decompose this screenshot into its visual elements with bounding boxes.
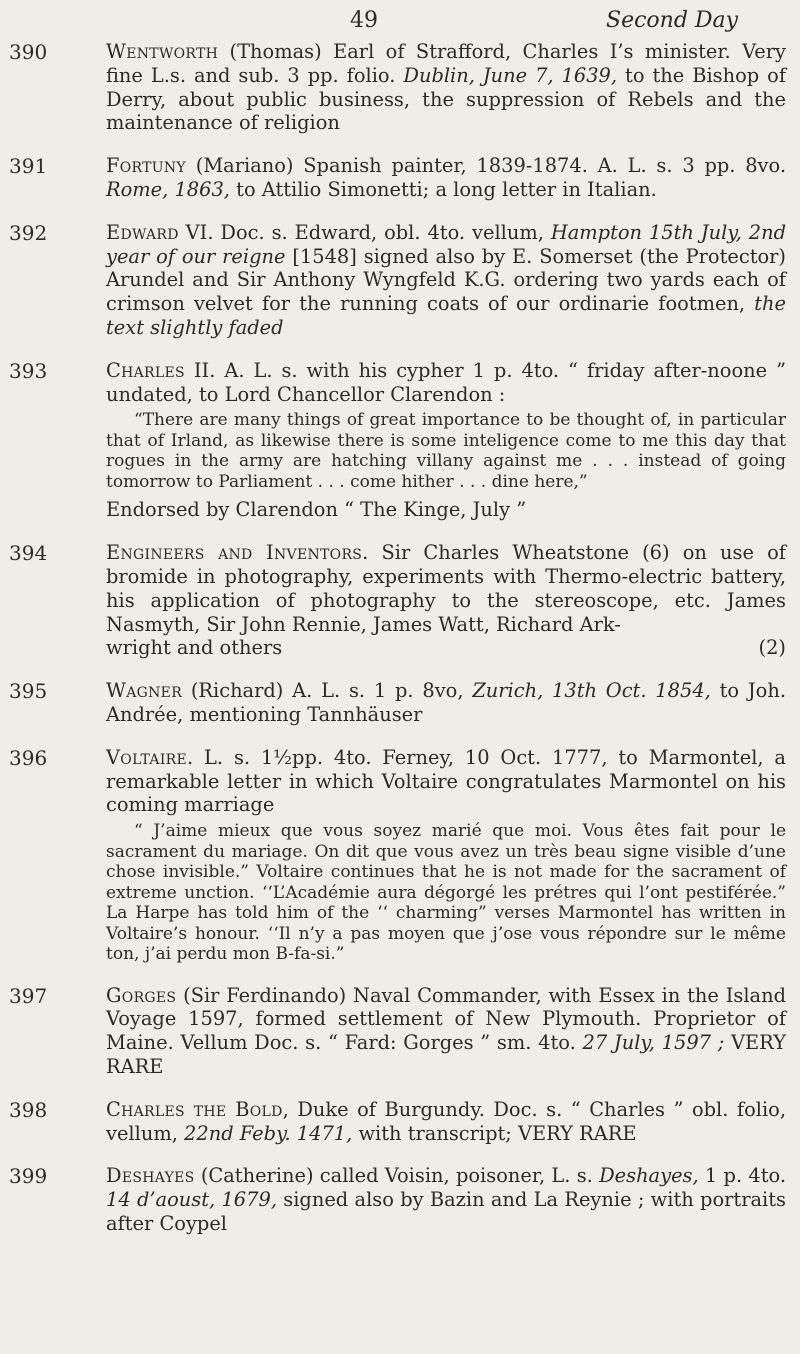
lot-last-line: wright and others (2) [106,636,786,660]
lot-description: Wagner (Richard) A. L. s. 1 p. 8vo, Zurich, 13th Oct. 1854, to Joh. Andrée, mentioning Tannhäuser [106,679,786,726]
lot-entry [0,746,800,965]
lot-name: Wagner [106,679,183,703]
lot-number: 396 [9,745,48,770]
lot-number: 395 [9,679,48,704]
lot-description: Deshayes (Catherine) called Voisin, poisoner, L. s. Deshayes, 1 p. 4to. 14 d’aoust, 1679, signed also by Bazin and La Reynie ; with portraits after Coypel [106,1164,787,1235]
lot-name: Deshayes [106,1164,195,1188]
lot-entry [0,221,800,340]
lot-number: 393 [9,358,48,383]
lot-name: Fortuny [106,154,186,178]
lot-endorsement: Endorsed by Clarendon “ The Kinge, July ” [106,498,527,522]
lot-description: Voltaire. L. s. 1½pp. 4to. Ferney, 10 Oct. 1777, to Marmontel, a remarkable letter in which Voltaire congratulates Marmontel on his coming marriage “ J’aime mieux que vous soyez marié que moi. Vous êtes fait pour le sacrament du mariage. On dit que vous avez un très beau signe visible d’une chose invisible.” Voltaire continues that he is not made for the sacrament of extreme unction. ‘‘L’Académie aura dégorgé les prétres qui l’ont pestiférée.” La Harpe has told him of the ‘‘ charming” verses Marmontel has written in Voltaire’s honour. ‘‘Il n’y a pas moyen que j’ose vous répondre sur le même ton, j’ai perdu mon B-fa-si.” [106,745,786,965]
running-title: Second Day [606,8,739,33]
lot-quote: “ J’aime mieux que vous soyez marié que moi. Vous êtes fait pour le sacrament du mariage. On dit que vous avez un très beau signe visible d’une chose invisible.” Voltaire continues that he is not made for the sacrament of extreme unction. ‘‘L’Académie aura dégorgé les prétres qui l’ont pestiférée.” La Harpe has told him of the ‘‘ charming” verses Marmontel has written in Voltaire’s honour. ‘‘Il n’y a pas moyen que j’ose vous répondre sur le même ton, j’ai perdu mon B-fa-si.” [106,821,786,965]
lot-number: 392 [9,220,48,245]
page-number: 49 [350,8,378,33]
lot-name: Gorges [106,983,177,1007]
lot-description: Engineers and Inventors. Sir Charles Wheatstone (6) on use of bromide in photography, experiments with Thermo-electric battery, his application of photography to the stereoscope, etc. James Nasmyth, Sir John Rennie, James Watt, Richard Ark- wright and others (2) [106,541,786,660]
lot-number: 390 [9,40,48,64]
lot-entry [0,541,800,660]
lot-entry [0,1164,800,1235]
lot-description: Edward VI. Doc. s. Edward, obl. 4to. vellum, Hampton 15th July, 2nd year of our reigne [1548] signed also by E. Somerset (the Protector) Arundel and Sir Anthony Wyngfeld K.G. ordering two yards each of crimson velvet for the running coats of our ordinarie footmen, the text slightly faded [106,220,786,339]
lot-count: (2) [758,636,786,660]
lot-name: Charles the Bold [106,1097,283,1121]
lot-entry [0,1098,800,1146]
lot-name: Charles [106,358,185,382]
lot-entry [0,679,800,727]
lot-number: 399 [9,1164,48,1189]
lot-number: 394 [9,541,48,566]
lot-description: Charles II. A. L. s. with his cypher 1 p. 4to. “ friday after-noone ” undated, to Lord Chancellor Clarendon : “There are many things of great importance to be thought of, in particular that of Irland, as likewise there is some inteligence come to me this day that rogues in the army are hatching villany against me . . . instead of going tomorrow to Parliament . . . come hither . . . dine here,” Endorsed by Clarendon “ The Kinge, July ” [106,358,786,522]
lot-name: Voltaire [106,745,188,769]
lot-number: 391 [9,154,48,179]
lot-entry [0,154,800,202]
lot-quote: “There are many things of great importance to be thought of, in particular that of Irland, as likewise there is some inteligence come to me this day that rogues in the army are hatching villany against me . . . instead of going tomorrow to Parliament . . . come hither . . . dine here,” [106,410,786,492]
page-header [0,6,800,40]
lot-name: Wentworth [106,40,219,63]
lot-entry [0,40,800,135]
lot-description: Gorges (Sir Ferdinando) Naval Commander, with Essex in the Island Voyage 1597, formed settlement of New Plymouth. Proprietor of Maine. Vellum Doc. s. “ Fard: Gorges ” sm. 4to. 27 July, 1597 ; VERY RARE [106,983,786,1079]
lot-number: 398 [9,1097,48,1122]
lot-name: Engineers and Inventors [106,541,363,565]
lot-list [0,40,800,1255]
lot-entry [0,359,800,522]
lot-description: Wentworth (Thomas) Earl of Strafford, Charles I’s minister. Very fine L.s. and sub. 3 pp. folio. Dublin, June 7, 1639, to the Bishop of Derry, about public business, the suppression of Rebels and the maintenance of religion [106,40,786,135]
lot-entry [0,984,800,1079]
lot-description: Charles the Bold, Duke of Burgundy. Doc. s. “ Charles ” obl. folio, vellum, 22nd Feby. 1471, with transcript; VERY RARE [106,1097,787,1145]
lot-description: Fortuny (Mariano) Spanish painter, 1839-1874. A. L. s. 3 pp. 8vo. Rome, 1863, to Attilio Simonetti; a long letter in Italian. [106,154,786,201]
lot-number: 397 [9,983,48,1008]
lot-name: Edward [106,220,179,244]
